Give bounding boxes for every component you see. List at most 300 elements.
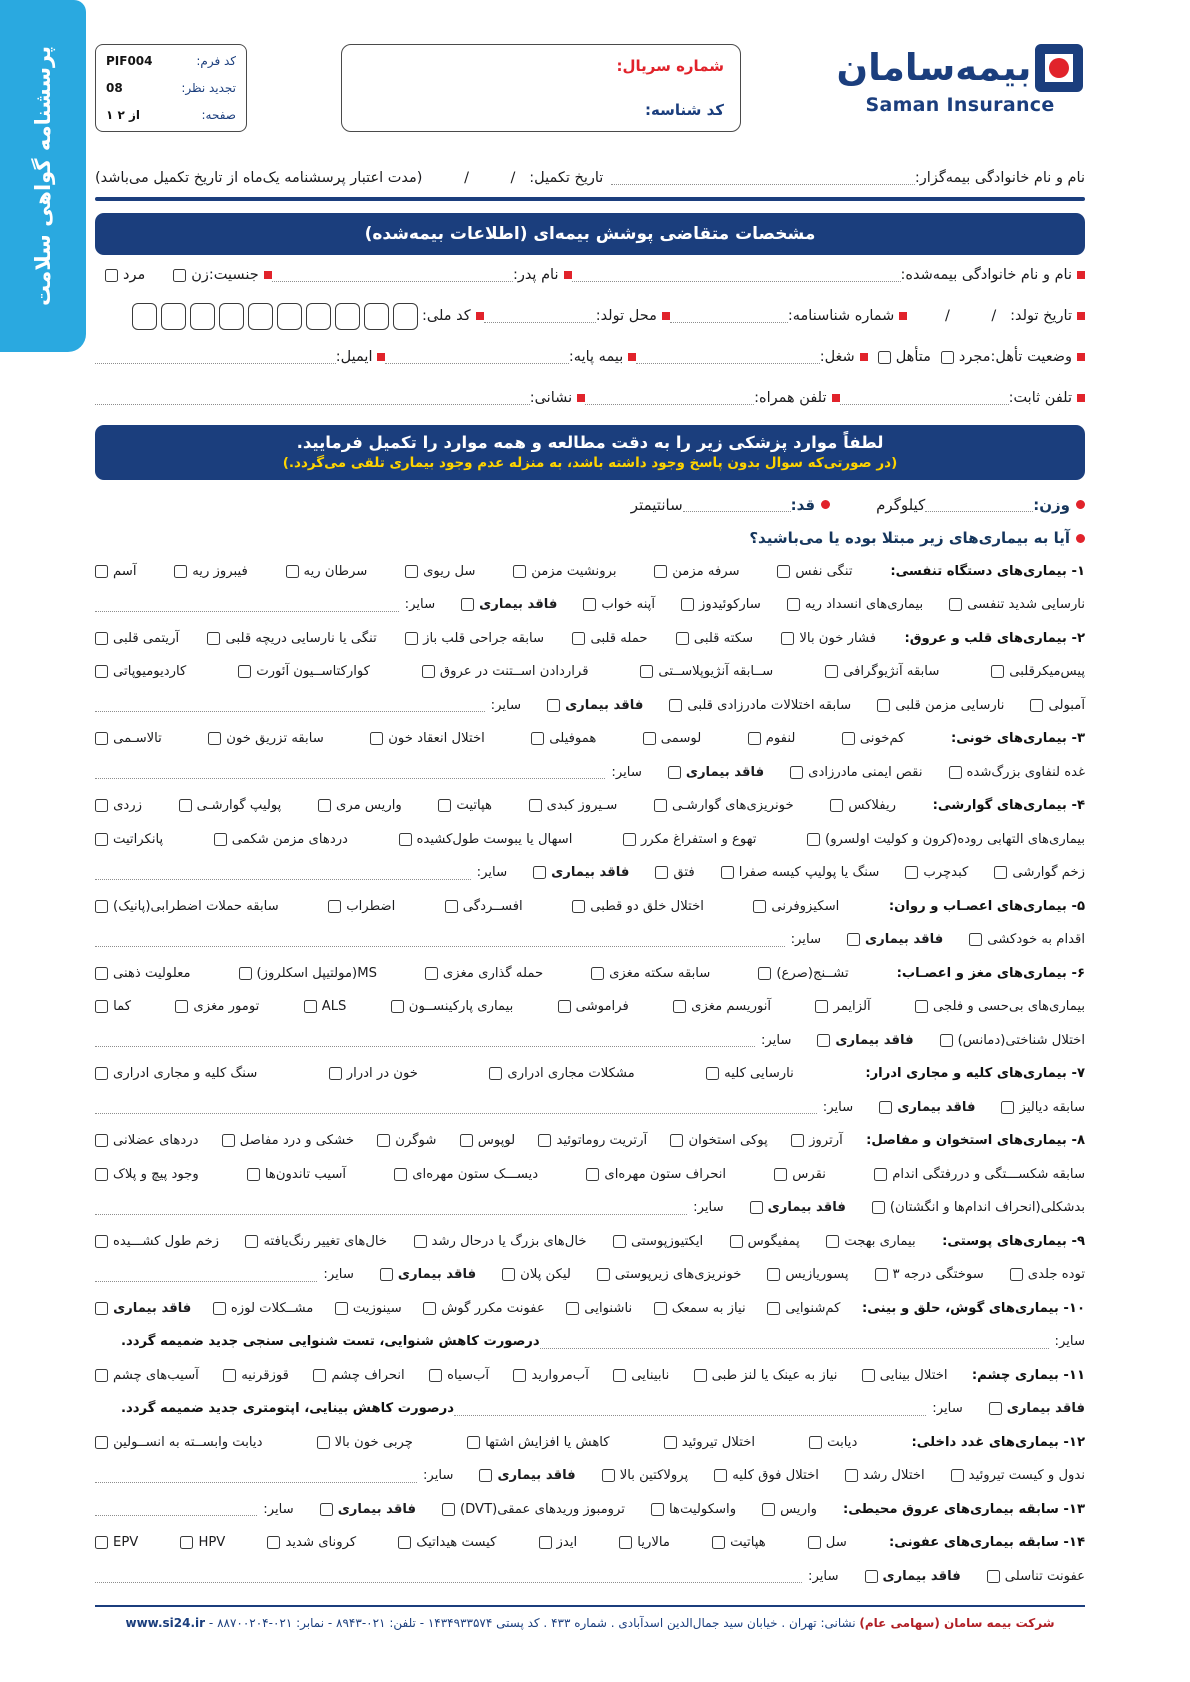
checkbox[interactable]	[767, 1302, 780, 1315]
other-write-in[interactable]	[95, 1569, 802, 1583]
checkbox[interactable]	[817, 1034, 830, 1047]
other-write-in[interactable]	[95, 1033, 755, 1047]
checkbox[interactable]	[414, 1235, 427, 1248]
field-label: وضعیت تأهل:	[990, 349, 1072, 365]
checkbox[interactable]	[173, 269, 186, 282]
checkbox[interactable]	[640, 665, 653, 678]
checkbox[interactable]	[429, 1369, 442, 1382]
checkbox[interactable]	[712, 1536, 725, 1549]
checkbox[interactable]	[461, 598, 474, 611]
checkbox[interactable]	[941, 351, 954, 364]
checkbox[interactable]	[405, 632, 418, 645]
other-write-in[interactable]	[95, 698, 485, 712]
checkbox[interactable]	[95, 1436, 108, 1449]
disease-checkbox-item	[817, 1033, 913, 1048]
checkbox[interactable]	[791, 1134, 804, 1147]
checkbox[interactable]	[467, 1436, 480, 1449]
serial-number-label[interactable]: شماره سریال:	[616, 57, 724, 75]
checkbox[interactable]	[320, 1503, 333, 1516]
disease-label: فتق	[673, 865, 695, 881]
checkbox[interactable]	[245, 1235, 258, 1248]
checkbox[interactable]	[489, 1067, 502, 1080]
disease-label: سنگ کلیه و مجاری ادراری	[113, 1066, 258, 1082]
disease-checkbox-item	[619, 1535, 670, 1550]
disease-checkbox-item	[180, 1535, 225, 1550]
checkbox[interactable]	[442, 1503, 455, 1516]
disease-label: کرونای شدید	[285, 1535, 357, 1551]
disease-label: پانکراتیت	[113, 831, 164, 847]
disease-checkbox-item	[602, 1468, 689, 1483]
checkbox[interactable]	[583, 598, 596, 611]
checkbox[interactable]	[539, 1536, 552, 1549]
disease-line	[95, 957, 1085, 991]
disease-checkbox-item	[676, 631, 753, 646]
checkbox[interactable]	[669, 699, 682, 712]
checkbox[interactable]	[989, 1402, 1002, 1415]
checkbox[interactable]	[781, 632, 794, 645]
checkbox[interactable]	[865, 1570, 878, 1583]
other-write-in[interactable]	[454, 1402, 926, 1416]
field-label: محل تولد:	[595, 308, 657, 324]
disease-label: کم‌خونی	[859, 731, 905, 747]
checkbox[interactable]	[619, 1536, 632, 1549]
checkbox[interactable]	[438, 799, 451, 812]
checkbox[interactable]	[286, 565, 299, 578]
disease-checkbox-item	[668, 765, 764, 780]
national-id-box[interactable]	[161, 303, 186, 330]
checkbox[interactable]	[951, 1469, 964, 1482]
completion-date-label: تاریخ تکمیل:	[529, 170, 604, 186]
disease-label: اقدام به خودکشی	[987, 932, 1085, 948]
checkbox[interactable]	[654, 1302, 667, 1315]
checkbox[interactable]	[95, 833, 108, 846]
checkbox[interactable]	[748, 732, 761, 745]
checkbox[interactable]	[394, 1168, 407, 1181]
checkbox[interactable]	[994, 866, 1007, 879]
disease-label: اختلال رشد	[862, 1468, 925, 1484]
dotted-field[interactable]	[95, 350, 336, 364]
disease-checkbox-item	[533, 865, 629, 880]
checkbox[interactable]	[874, 1168, 887, 1181]
national-id-box[interactable]	[132, 303, 157, 330]
checkbox[interactable]	[721, 866, 734, 879]
dotted-field[interactable]	[272, 268, 513, 282]
checkbox[interactable]	[777, 565, 790, 578]
checkbox[interactable]	[95, 900, 108, 913]
disease-checkbox-item	[670, 1133, 767, 1148]
checkbox[interactable]	[445, 900, 458, 913]
insured-info-row	[95, 296, 1085, 337]
checkbox[interactable]	[969, 933, 982, 946]
checkbox[interactable]	[815, 1000, 828, 1013]
disease-label: آب‌سیاه	[447, 1367, 490, 1383]
disease-checkbox-item	[865, 1569, 961, 1584]
disease-checkbox-item	[787, 597, 923, 612]
field-label: تاریخ تولد:	[1010, 308, 1072, 324]
checkbox[interactable]	[422, 665, 435, 678]
other-write-in[interactable]	[95, 598, 399, 612]
disease-label: فاقد بیماری	[865, 932, 944, 948]
disease-checkbox-item	[238, 664, 370, 679]
checkbox[interactable]	[572, 900, 585, 913]
checkbox[interactable]	[730, 1235, 743, 1248]
checkbox[interactable]	[95, 1067, 108, 1080]
checkbox[interactable]	[329, 1067, 342, 1080]
checkbox[interactable]	[905, 866, 918, 879]
checkbox[interactable]	[845, 1469, 858, 1482]
checkbox[interactable]	[758, 967, 771, 980]
checkbox[interactable]	[991, 665, 1004, 678]
disease-checkbox-item	[597, 1267, 742, 1282]
disease-checkbox-item	[654, 564, 739, 579]
checkbox[interactable]	[370, 732, 383, 745]
checkbox[interactable]	[668, 766, 681, 779]
disease-label: سل	[825, 1535, 847, 1551]
checkbox[interactable]	[95, 1302, 108, 1315]
logo-wordmark-en: Saman Insurance	[865, 94, 1055, 116]
disease-checkbox-item	[664, 1435, 755, 1450]
checkbox[interactable]	[774, 1168, 787, 1181]
checkbox[interactable]	[425, 967, 438, 980]
checkbox[interactable]	[377, 1134, 390, 1147]
disease-label: سارکوئیدوز	[699, 597, 761, 613]
dotted-field[interactable]	[636, 350, 819, 364]
disease-checkbox-item	[781, 631, 876, 646]
checkbox[interactable]	[750, 1201, 763, 1214]
field-label: شماره شناسنامه:	[787, 308, 895, 324]
checkbox[interactable]	[714, 1469, 727, 1482]
validity-note: (مدت اعتبار پرسشنامه یک‌ماه از تاریخ تکمیل می‌باشد)	[95, 170, 423, 186]
other-label: سایر:	[323, 1267, 354, 1283]
form-code-value: PIF004	[106, 54, 153, 68]
disease-label: لنفوم	[765, 731, 796, 747]
other-write-in[interactable]	[95, 1502, 257, 1516]
checkbox[interactable]	[872, 1201, 885, 1214]
checkbox[interactable]	[239, 967, 252, 980]
checkbox[interactable]	[676, 632, 689, 645]
checkbox[interactable]	[847, 933, 860, 946]
other-write-in[interactable]	[95, 1268, 317, 1282]
other-write-in[interactable]	[95, 933, 785, 947]
disease-checkbox-item	[774, 1167, 826, 1182]
national-id-box[interactable]	[393, 303, 418, 330]
form-code-value: 08	[106, 81, 123, 95]
disease-section-title: ۹- بیماری‌های پوستی:	[942, 1233, 1085, 1249]
checkbox[interactable]	[613, 1369, 626, 1382]
checkbox[interactable]	[623, 833, 636, 846]
checkbox[interactable]	[328, 900, 341, 913]
disease-label: سرطان ریه	[303, 563, 368, 579]
disease-label: دردهای عضلانی	[113, 1133, 199, 1149]
disease-line	[95, 1392, 1085, 1426]
weight-field[interactable]	[925, 498, 1033, 512]
checkbox[interactable]	[879, 1101, 892, 1114]
checkbox[interactable]	[915, 1000, 928, 1013]
checkbox[interactable]	[95, 632, 108, 645]
disease-checkbox-item	[915, 999, 1085, 1014]
disease-label: لوسمی	[660, 731, 702, 747]
checkbox[interactable]	[95, 732, 108, 745]
disease-line	[95, 856, 1085, 890]
checkbox[interactable]	[380, 1268, 393, 1281]
checkbox[interactable]	[533, 866, 546, 879]
disease-section-title: ۱- بیماری‌های دستگاه تنفسی:	[890, 563, 1085, 579]
field-label: تلفن ثابت:	[1008, 390, 1072, 406]
disease-checkbox-item	[95, 966, 191, 981]
checkbox[interactable]	[762, 1503, 775, 1516]
id-code-label[interactable]: کد شناسه:	[645, 101, 724, 119]
other-write-in[interactable]	[540, 1335, 1049, 1349]
checkbox[interactable]	[207, 632, 220, 645]
other-write-in[interactable]	[95, 866, 471, 880]
checkbox[interactable]	[566, 1302, 579, 1315]
other-write-in[interactable]	[95, 1469, 417, 1483]
medical-banner-line2: (در صورتی‌که سوال بدون پاسخ وجود داشته باشد، به منزله عدم وجود بیماری تلقی می‌گردد.)	[282, 454, 898, 471]
dotted-field[interactable]	[385, 350, 568, 364]
checkbox[interactable]	[664, 1436, 677, 1449]
checkbox[interactable]	[591, 967, 604, 980]
checkbox[interactable]	[694, 1369, 707, 1382]
disease-checkbox-item	[239, 966, 377, 981]
checkbox[interactable]	[317, 1436, 330, 1449]
national-id-box[interactable]	[190, 303, 215, 330]
checkbox[interactable]	[313, 1369, 326, 1382]
disease-label: معلولیت ذهنی	[113, 965, 191, 981]
disease-label: بیماری‌های انسداد ریه	[804, 597, 924, 613]
red-square-marker	[1077, 312, 1085, 320]
dotted-field[interactable]	[840, 391, 1009, 405]
checkbox[interactable]	[987, 1570, 1000, 1583]
checkbox[interactable]	[175, 1000, 188, 1013]
insured-section-banner: مشخصات متقاضی پوشش بیمه‌ای (اطلاعات بیمه‌شده)	[95, 213, 1085, 255]
height-field[interactable]	[683, 498, 791, 512]
checkbox[interactable]	[808, 1536, 821, 1549]
dotted-field[interactable]	[484, 309, 596, 323]
disease-label: اختلال انعقاد خون	[388, 731, 485, 747]
policyholder-name-field[interactable]	[611, 171, 915, 185]
form-code-row	[106, 81, 236, 95]
checkbox[interactable]	[95, 799, 108, 812]
checkbox[interactable]	[223, 1369, 236, 1382]
disease-checkbox-item	[949, 597, 1085, 612]
website-link[interactable]: www.si24.ir	[125, 1616, 206, 1630]
disease-checkbox-item	[583, 597, 655, 612]
checkbox[interactable]	[706, 1067, 719, 1080]
disease-label: نارسایی کلیه	[724, 1066, 794, 1082]
checkbox[interactable]	[949, 766, 962, 779]
checkbox[interactable]	[602, 1469, 615, 1482]
disease-checkbox-item	[207, 631, 376, 646]
checkbox[interactable]	[238, 665, 251, 678]
checkbox[interactable]	[247, 1168, 260, 1181]
date-slashes[interactable]: / /	[917, 308, 1011, 324]
checkbox[interactable]	[586, 1168, 599, 1181]
disease-line	[95, 1124, 1085, 1158]
form-code-label: کد فرم:	[196, 54, 236, 68]
disease-checkbox-item	[328, 899, 395, 914]
national-id-box[interactable]	[335, 303, 360, 330]
disease-checkbox-item	[174, 564, 248, 579]
checkbox[interactable]	[826, 1235, 839, 1248]
checkbox[interactable]	[460, 1134, 473, 1147]
checkbox[interactable]	[502, 1268, 515, 1281]
dotted-field[interactable]	[670, 309, 788, 323]
national-id-box[interactable]	[219, 303, 244, 330]
disease-checkbox-item	[879, 1100, 975, 1115]
checkbox[interactable]	[538, 1134, 551, 1147]
checkbox[interactable]	[825, 665, 838, 678]
checkbox[interactable]	[654, 565, 667, 578]
checkbox[interactable]	[423, 1302, 436, 1315]
checkbox[interactable]	[547, 699, 560, 712]
checkbox[interactable]	[830, 799, 843, 812]
checkbox[interactable]	[479, 1469, 492, 1482]
checkbox[interactable]	[753, 900, 766, 913]
checkbox[interactable]	[949, 598, 962, 611]
checkbox[interactable]	[572, 632, 585, 645]
checkbox[interactable]	[681, 598, 694, 611]
checkbox[interactable]	[654, 799, 667, 812]
dotted-field[interactable]	[585, 391, 754, 405]
checkbox[interactable]	[842, 732, 855, 745]
checkbox[interactable]	[222, 1134, 235, 1147]
national-id-box[interactable]	[277, 303, 302, 330]
checkbox[interactable]	[878, 351, 891, 364]
other-label: سایر:	[932, 1401, 963, 1417]
checkbox[interactable]	[335, 1302, 348, 1315]
disease-label: خون در ادرار	[346, 1066, 418, 1082]
checkbox[interactable]	[809, 1436, 822, 1449]
checkbox[interactable]	[95, 1000, 108, 1013]
checkbox[interactable]	[513, 1369, 526, 1382]
checkbox[interactable]	[174, 565, 187, 578]
checkbox[interactable]	[651, 1503, 664, 1516]
disease-checkbox-item	[460, 1133, 515, 1148]
checkbox[interactable]	[95, 1369, 108, 1382]
policyholder-row	[95, 167, 1085, 189]
disease-label: تومور مغزی	[193, 999, 260, 1015]
checkbox[interactable]	[304, 1000, 317, 1013]
disease-checkbox-item	[730, 1234, 800, 1249]
checkbox[interactable]	[95, 1235, 108, 1248]
checkbox[interactable]	[877, 699, 890, 712]
checkbox[interactable]	[875, 1268, 888, 1281]
checkbox[interactable]	[513, 565, 526, 578]
disease-label: سابقه آنژیوگرافی	[843, 664, 940, 680]
other-write-in[interactable]	[95, 1201, 687, 1215]
disease-label: هپاتیت	[456, 798, 492, 814]
checkbox[interactable]	[597, 1268, 610, 1281]
disease-checkbox-item	[825, 664, 939, 679]
disease-label: مجرد	[958, 349, 991, 365]
form-content	[95, 0, 1085, 1682]
disease-checkbox-item	[758, 966, 848, 981]
disease-label: پولیپ گوارشـی	[196, 798, 282, 814]
checkbox[interactable]	[643, 732, 656, 745]
disease-checkbox-item	[874, 1167, 1085, 1182]
checkbox[interactable]	[790, 766, 803, 779]
completion-date-field[interactable]: / /	[436, 170, 530, 186]
checkbox[interactable]	[95, 1134, 108, 1147]
red-square-marker	[628, 353, 636, 361]
checkbox[interactable]	[398, 1536, 411, 1549]
checkbox[interactable]	[208, 732, 221, 745]
disease-label: سرفه مزمن	[672, 563, 740, 579]
checkbox[interactable]	[213, 1302, 226, 1315]
disease-label: لیکن پلان	[520, 1267, 571, 1283]
checkbox[interactable]	[95, 967, 108, 980]
checkbox[interactable]	[655, 866, 668, 879]
checkbox[interactable]	[529, 799, 542, 812]
other-write-in[interactable]	[95, 765, 605, 779]
disease-label: خال‌های تغییر رنگ‌یافته	[263, 1233, 388, 1249]
other-write-in[interactable]	[95, 1100, 817, 1114]
disease-label: ترومبوز وریدهای عمقی(DVT)	[459, 1501, 625, 1517]
disease-checkbox-item	[479, 1468, 575, 1483]
disease-checkbox-item	[213, 1301, 313, 1316]
sidebar-tab	[0, 0, 86, 352]
checkbox[interactable]	[1030, 699, 1043, 712]
checkbox[interactable]	[807, 833, 820, 846]
disease-checkbox-item	[95, 1167, 199, 1182]
checkbox[interactable]	[670, 1134, 683, 1147]
diseases-question-row	[95, 522, 1085, 555]
disease-checkbox-item	[335, 1301, 402, 1316]
logo-row	[837, 44, 1084, 92]
checkbox[interactable]	[95, 565, 108, 578]
checkbox[interactable]	[95, 665, 108, 678]
dotted-field[interactable]	[572, 268, 901, 282]
checkbox[interactable]	[940, 1034, 953, 1047]
checkbox[interactable]	[214, 833, 227, 846]
checkbox[interactable]	[267, 1536, 280, 1549]
checkbox[interactable]	[558, 1000, 571, 1013]
attachment-note: درصورت کاهش بینایی، اپتومتری جدید ضمیمه گردد.	[121, 1401, 455, 1417]
checkbox[interactable]	[399, 833, 412, 846]
disease-checkbox-item	[175, 999, 259, 1014]
checkbox[interactable]	[179, 799, 192, 812]
disease-label: زن	[191, 267, 209, 283]
dotted-field[interactable]	[95, 391, 530, 405]
checkbox[interactable]	[180, 1536, 193, 1549]
checkbox[interactable]	[1001, 1101, 1014, 1114]
disease-label: تهوع و استفراغ مکرر	[640, 831, 757, 847]
national-id-box[interactable]	[364, 303, 389, 330]
checkbox[interactable]	[613, 1235, 626, 1248]
national-id-box[interactable]	[248, 303, 273, 330]
disease-label: نقرس	[792, 1166, 826, 1182]
disease-checkbox-item	[748, 731, 796, 746]
checkbox[interactable]	[531, 732, 544, 745]
checkbox[interactable]	[862, 1369, 875, 1382]
checkbox[interactable]	[673, 1000, 686, 1013]
national-id-box[interactable]	[306, 303, 331, 330]
checkbox[interactable]	[1010, 1268, 1023, 1281]
disease-checkbox-item	[313, 1368, 404, 1383]
checkbox[interactable]	[318, 799, 331, 812]
checkbox[interactable]	[391, 1000, 404, 1013]
checkbox[interactable]	[767, 1268, 780, 1281]
checkbox[interactable]	[95, 1536, 108, 1549]
checkbox[interactable]	[105, 269, 118, 282]
checkbox[interactable]	[787, 598, 800, 611]
checkbox[interactable]	[95, 1168, 108, 1181]
disease-checkbox-item	[949, 765, 1086, 780]
field-label: نشانی:	[529, 390, 573, 406]
disease-checkbox-item	[179, 798, 282, 813]
disease-label: تنگی یا نارسایی دریچه قلبی	[225, 630, 377, 646]
checkbox[interactable]	[405, 565, 418, 578]
